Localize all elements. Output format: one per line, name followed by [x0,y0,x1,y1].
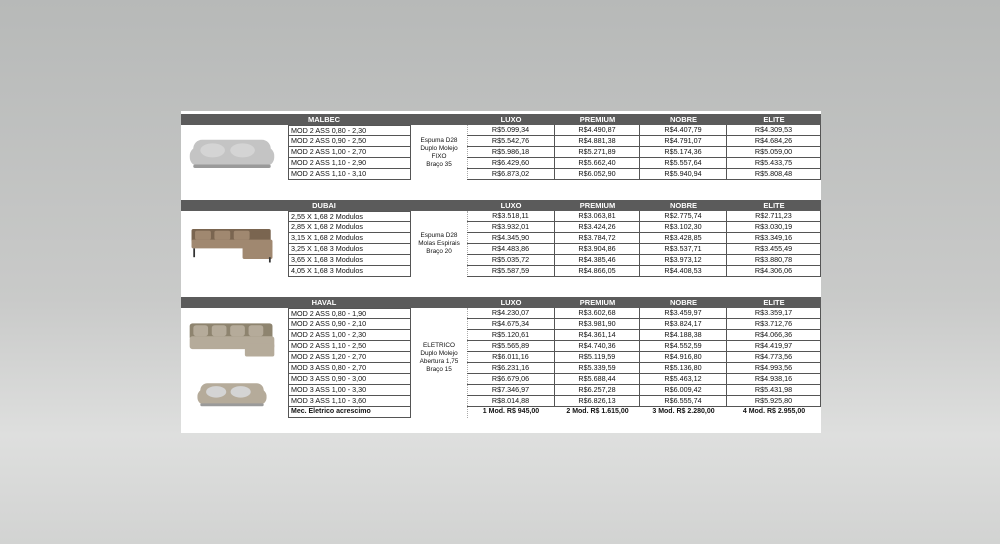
price-nobre: R$3.537,71 [640,244,727,255]
price-premium: R$3.784,72 [555,233,640,244]
description-line: Braço 20 [426,248,452,255]
module-size: MOD 3 ASS 1,10 - 3,60 [288,396,411,407]
tier-header-nobre: NOBRE [640,200,727,211]
module-size: 2,85 X 1,68 2 Modulos [288,222,411,233]
price-elite: R$4.309,53 [727,125,821,136]
price-nobre: R$5.136,80 [640,363,727,374]
description-line: Duplo Molejo [420,349,458,357]
module-size: MOD 2 ASS 1,00 - 2,70 [288,147,411,158]
price-premium: R$4.490,87 [555,125,640,136]
module-column [288,308,411,418]
price-elite: R$5.059,00 [727,147,821,158]
footer-label: Mec. Eletrico acrescimo [288,407,411,418]
price-nobre: R$3.973,12 [640,255,727,266]
price-premium: R$5.271,89 [555,147,640,158]
price-nobre: R$3.459,97 [640,308,727,319]
price-premium: R$6.826,13 [555,396,640,407]
description-lines [418,232,460,256]
price-nobre: R$4.791,07 [640,136,727,147]
price-premium: R$3.424,26 [555,222,640,233]
tier-header-luxo: LUXO [467,200,555,211]
price-luxo: R$5.565,89 [467,341,555,352]
price-luxo: R$4.675,34 [467,319,555,330]
price-luxo: R$5.986,18 [467,147,555,158]
tier-header-nobre: NOBRE [640,297,727,308]
price-luxo: R$3.518,11 [467,211,555,222]
price-elite: R$3.349,16 [727,233,821,244]
module-size: MOD 3 ASS 0,80 - 2,70 [288,363,411,374]
price-nobre: R$5.463,12 [640,374,727,385]
tier-header-elite: ELITE [727,114,821,125]
price-elite: R$3.030,19 [727,222,821,233]
module-size: 2,55 X 1,68 2 Modulos [288,211,411,222]
sofa-image-cell [181,211,288,277]
price-elite: R$2.711,23 [727,211,821,222]
description-line: Braço 35 [426,160,452,168]
module-size: MOD 2 ASS 1,20 - 2,70 [288,352,411,363]
price-luxo: R$6.011,16 [467,352,555,363]
price-elite: R$4.306,06 [727,266,821,277]
price-premium: R$5.662,40 [555,158,640,169]
sofa-image [186,316,278,362]
price-premium: R$5.688,44 [555,374,640,385]
price-elite: R$5.431,98 [727,385,821,396]
description-line: Duplo Molejo [420,144,458,152]
price-premium: R$3.981,90 [555,319,640,330]
model-description [411,308,467,407]
model-block-haval [181,297,821,418]
price-elite: R$5.433,75 [727,158,821,169]
module-size: 4,05 X 1,68 3 Modulos [288,266,411,277]
price-nobre: R$5.174,36 [640,147,727,158]
price-sheet [181,111,821,433]
price-luxo: R$5.542,76 [467,136,555,147]
description-lines [420,342,459,374]
tier-header-premium: PREMIUM [555,297,640,308]
price-nobre: R$6.009,42 [640,385,727,396]
sofa-image [188,376,276,412]
price-elite: R$4.938,16 [727,374,821,385]
price-elite: R$3.712,76 [727,319,821,330]
tier-header-premium: PREMIUM [555,200,640,211]
model-name: MALBEC [181,114,467,125]
model-block-malbec [181,114,821,180]
module-size: MOD 2 ASS 0,80 - 2,30 [288,125,411,136]
module-size: MOD 2 ASS 0,90 - 2,50 [288,136,411,147]
price-luxo: R$5.587,59 [467,266,555,277]
description-line: Abertura 1,75 [419,357,459,365]
description-line: Espuma D28 [420,136,458,144]
mechanism-price: 1 Mod. R$ 945,00 [482,408,540,415]
price-elite: R$3.455,49 [727,244,821,255]
model-block-dubai [181,200,821,277]
sofa-image-cell [181,308,288,418]
mechanism-price: 4 Mod. R$ 2.955,00 [742,408,806,415]
description-line: ELETRICO [423,341,455,349]
model-name: HAVAL [181,297,467,308]
price-luxo: R$7.346,97 [467,385,555,396]
price-nobre: R$5.940,94 [640,169,727,180]
model-description [411,125,467,180]
price-elite: R$4.993,56 [727,363,821,374]
description-lines [420,137,457,169]
price-premium: R$3.063,81 [555,211,640,222]
module-size: 3,65 X 1,68 3 Modulos [288,255,411,266]
tier-header-elite: ELITE [727,200,821,211]
price-premium: R$4.385,46 [555,255,640,266]
price-elite: R$5.808,48 [727,169,821,180]
tier-header-nobre: NOBRE [640,114,727,125]
price-nobre: R$4.916,80 [640,352,727,363]
model-description [411,211,467,277]
price-nobre: R$4.188,38 [640,330,727,341]
module-size: MOD 2 ASS 1,10 - 3,10 [288,169,411,180]
module-size: MOD 2 ASS 1,10 - 2,90 [288,158,411,169]
price-premium: R$4.361,14 [555,330,640,341]
price-elite: R$3.359,17 [727,308,821,319]
description-line: Molas Espirais [418,240,460,247]
model-name: DUBAI [181,200,467,211]
module-size: MOD 2 ASS 1,10 - 2,50 [288,341,411,352]
mechanism-price: 3 Mod. R$ 2.280,00 [652,408,715,415]
description-line: Espuma D28 [420,232,458,239]
price-elite: R$3.880,78 [727,255,821,266]
module-size: MOD 2 ASS 0,80 - 1,90 [288,308,411,319]
module-column [288,211,411,277]
sofa-image [186,222,278,266]
price-luxo: R$5.099,34 [467,125,555,136]
price-premium: R$3.904,86 [555,244,640,255]
price-nobre: R$3.824,17 [640,319,727,330]
price-luxo: R$8.014,88 [467,396,555,407]
price-premium: R$5.339,59 [555,363,640,374]
price-luxo: R$4.230,07 [467,308,555,319]
price-elite: R$4.419,97 [727,341,821,352]
price-premium: R$6.052,90 [555,169,640,180]
description-line: FIXO [431,152,447,160]
price-luxo: R$3.932,01 [467,222,555,233]
module-size: MOD 2 ASS 0,90 - 2,10 [288,319,411,330]
price-luxo: R$4.345,90 [467,233,555,244]
tier-header-premium: PREMIUM [555,114,640,125]
module-size: MOD 3 ASS 1,00 - 3,30 [288,385,411,396]
price-premium: R$6.257,28 [555,385,640,396]
sofa-image-cell [181,125,288,180]
price-luxo: R$5.035,72 [467,255,555,266]
price-luxo: R$6.679,06 [467,374,555,385]
price-nobre: R$6.555,74 [640,396,727,407]
price-elite: R$5.925,80 [727,396,821,407]
price-premium: R$4.740,36 [555,341,640,352]
price-luxo: R$6.873,02 [467,169,555,180]
price-nobre: R$3.428,85 [640,233,727,244]
module-size: MOD 3 ASS 0,90 - 3,00 [288,374,411,385]
price-elite: R$4.773,56 [727,352,821,363]
price-elite: R$4.684,26 [727,136,821,147]
description-line: Braço 15 [426,365,452,373]
tier-header-elite: ELITE [727,297,821,308]
price-nobre: R$4.408,53 [640,266,727,277]
price-luxo: R$6.429,60 [467,158,555,169]
module-size: MOD 2 ASS 1,00 - 2,30 [288,330,411,341]
price-premium: R$4.866,05 [555,266,640,277]
price-nobre: R$4.552,59 [640,341,727,352]
price-premium: R$4.881,38 [555,136,640,147]
price-nobre: R$3.102,30 [640,222,727,233]
price-nobre: R$2.775,74 [640,211,727,222]
module-size: 3,25 X 1,68 3 Modulos [288,244,411,255]
price-elite: R$4.066,36 [727,330,821,341]
module-size: 3,15 X 1,68 2 Modulos [288,233,411,244]
price-luxo: R$6.231,16 [467,363,555,374]
price-premium: R$3.602,68 [555,308,640,319]
mechanism-price: 2 Mod. R$ 1.615,00 [566,408,629,415]
price-luxo: R$5.120,61 [467,330,555,341]
tier-header-luxo: LUXO [467,297,555,308]
tier-header-luxo: LUXO [467,114,555,125]
module-column [288,125,411,180]
sofa-image [186,131,278,175]
price-luxo: R$4.483,86 [467,244,555,255]
price-nobre: R$4.407,79 [640,125,727,136]
price-premium: R$5.119,59 [555,352,640,363]
price-nobre: R$5.557,64 [640,158,727,169]
